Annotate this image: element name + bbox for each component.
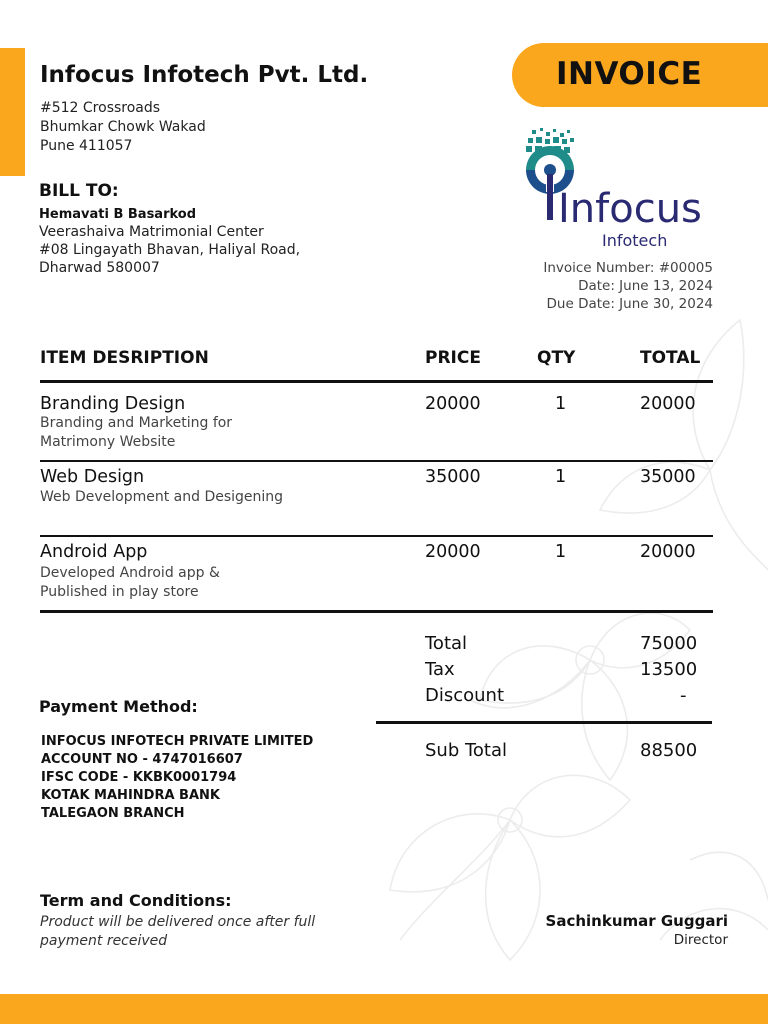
total-value: 75000 (640, 633, 698, 654)
row-total: 20000 (640, 542, 696, 562)
payment-line: ACCOUNT NO - 4747016607 (41, 752, 243, 767)
company-address-line: Pune 411057 (40, 138, 133, 154)
terms-text: Product will be delivered once after full payment received (40, 914, 316, 949)
bill-to-address (39, 223, 319, 277)
row-price: 35000 (425, 467, 481, 487)
signatory-name: Sachinkumar Guggari (545, 912, 728, 930)
payment-details (41, 733, 313, 823)
payment-method-heading: Payment Method: (39, 697, 198, 716)
row-item-desc: Branding and Marketing for Matrimony Website (40, 415, 233, 450)
row-total: 20000 (640, 394, 696, 414)
row-divider (40, 535, 713, 537)
payment-line: INFOCUS INFOTECH PRIVATE LIMITED (41, 734, 314, 749)
payment-line: KOTAK MAHINDRA BANK (41, 788, 220, 803)
total-label: Total (425, 633, 468, 654)
row-total: 35000 (640, 467, 696, 487)
row-item-desc: Web Development and Desigening (40, 489, 284, 505)
company-address-line: Bhumkar Chowk Wakad (40, 119, 206, 135)
row-qty: 1 (555, 467, 567, 487)
invoice-due-date: Due Date: June 30, 2024 (546, 296, 713, 312)
bill-to-line: #08 Lingayath Bhavan, Haliyal Road, (39, 242, 301, 258)
table-bottom-divider (40, 610, 713, 613)
row-qty: 1 (555, 542, 567, 562)
company-address (40, 99, 206, 156)
tax-label: Tax (425, 659, 455, 680)
row-price: 20000 (425, 394, 481, 414)
company-name: Infocus Infotech Pvt. Ltd. (40, 62, 369, 88)
discount-value: - (680, 685, 687, 706)
header-qty: QTY (537, 348, 576, 368)
infocus-logo-icon (518, 126, 718, 250)
bill-to-heading: BILL TO: (39, 181, 119, 201)
row-item-desc: Developed Android app & Published in play store (40, 565, 220, 600)
invoice-date: Date: June 13, 2024 (578, 278, 713, 294)
invoice-meta (543, 259, 713, 313)
logo-wordmark: Infocus (558, 186, 702, 232)
logo-subtitle: Infotech (602, 231, 668, 250)
bill-to-line: Veerashaiva Matrimonial Center (39, 224, 264, 240)
payment-line: TALEGAON BRANCH (41, 806, 185, 821)
tax-value: 13500 (640, 659, 698, 680)
header-item-description: ITEM DESRIPTION (40, 348, 209, 368)
subtotal-label: Sub Total (425, 740, 508, 761)
row-item-title: Web Design (40, 467, 145, 487)
terms-heading: Term and Conditions: (40, 891, 232, 910)
left-accent-bar (0, 48, 25, 176)
bill-to-name: Hemavati B Basarkod (39, 207, 197, 222)
company-address-line: #512 Crossroads (40, 100, 161, 116)
row-item-title: Branding Design (40, 394, 186, 414)
header-divider (40, 380, 713, 383)
totals-divider (376, 721, 712, 724)
invoice-number: Invoice Number: #00005 (543, 260, 713, 276)
bill-to-line: Dharwad 580007 (39, 260, 160, 276)
invoice-badge (512, 43, 768, 107)
header-total: TOTAL (640, 348, 701, 368)
row-item-title: Android App (40, 542, 148, 562)
row-divider (40, 460, 713, 462)
bottom-accent-bar (0, 994, 768, 1024)
payment-line: IFSC CODE - KKBK0001794 (41, 770, 237, 785)
invoice-title: INVOICE (556, 56, 703, 92)
signatory-role: Director (673, 932, 728, 948)
row-price: 20000 (425, 542, 481, 562)
subtotal-value: 88500 (640, 740, 698, 761)
header-price: PRICE (425, 348, 481, 368)
row-qty: 1 (555, 394, 567, 414)
discount-label: Discount (425, 685, 505, 706)
